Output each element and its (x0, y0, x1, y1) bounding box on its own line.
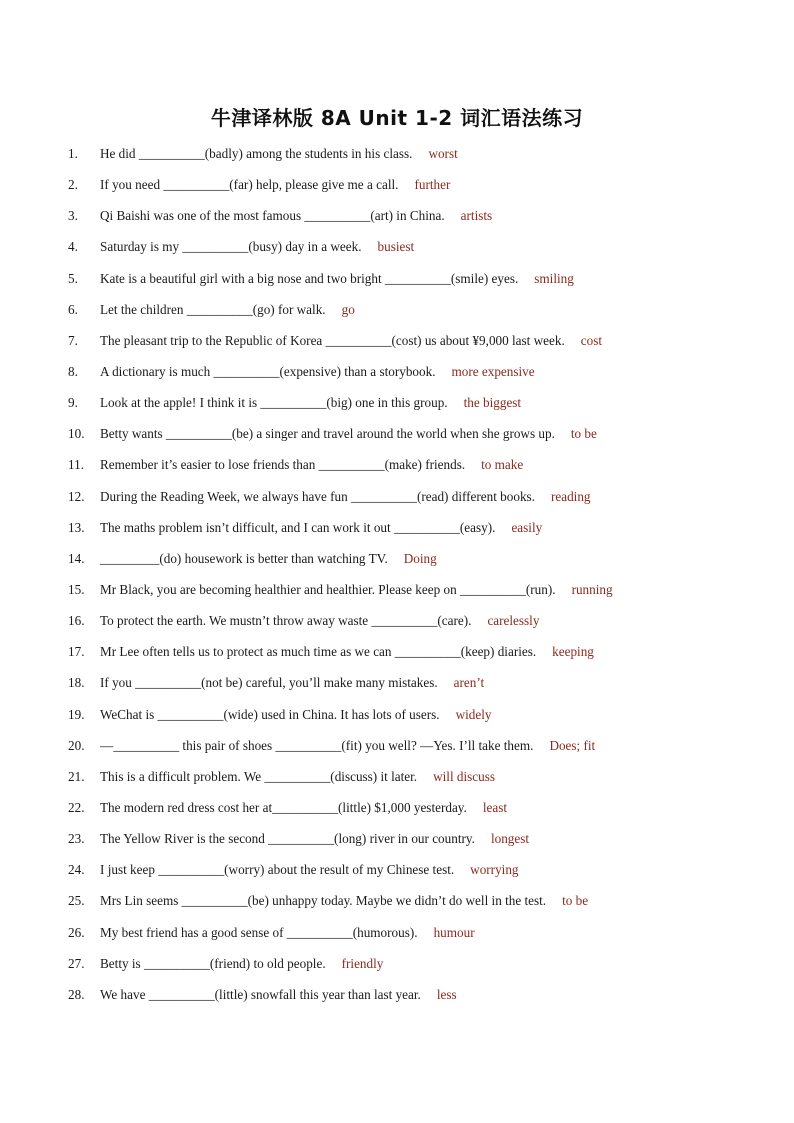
question-text: Mr Lee often tells us to protect as much time as we can __________(keep) diaries. (100, 644, 537, 660)
item-number: 7. (68, 332, 78, 348)
answer-text: keeping (552, 644, 594, 660)
item-number: 16. (68, 613, 85, 629)
question-text: This is a difficult problem. We __________(discuss) it later. (100, 768, 418, 784)
item-sentence (100, 330, 602, 352)
item-sentence (100, 486, 591, 508)
item-sentence (100, 953, 383, 975)
item-sentence (100, 454, 523, 476)
question-text: The pleasant trip to the Republic of Korea __________(cost) us about ¥9,000 last week. (100, 332, 565, 348)
question-text: Qi Baishi was one of the most famous __________(art) in China. (100, 208, 445, 224)
answer-text: will discuss (433, 768, 496, 784)
question-text: If you __________(not be) careful, you’ll make many mistakes. (100, 675, 438, 691)
answer-text: worrying (470, 862, 519, 878)
answer-text: to make (481, 457, 524, 473)
answer-text: Does; fit (549, 737, 596, 753)
item-number: 27. (68, 955, 85, 971)
exercise-item (0, 205, 794, 236)
item-number: 24. (68, 862, 85, 878)
item-number: 12. (68, 488, 85, 504)
exercise-item (0, 890, 794, 921)
item-sentence (100, 922, 475, 944)
exercise-item (0, 641, 794, 672)
item-sentence (100, 828, 529, 850)
answer-text: humour (433, 924, 475, 940)
exercise-list (0, 143, 794, 1015)
question-text: Look at the apple! I think it is __________(big) one in this group. (100, 395, 448, 411)
item-sentence (100, 672, 484, 694)
question-text: The modern red dress cost her at__________(little) $1,000 yesterday. (100, 799, 467, 815)
question-text: Let the children __________(go) for walk. (100, 301, 326, 317)
exercise-item (0, 953, 794, 984)
item-number: 11. (68, 457, 84, 473)
item-sentence (100, 641, 594, 663)
item-sentence (100, 548, 437, 570)
item-sentence (100, 236, 414, 258)
item-sentence (100, 299, 355, 321)
question-text: To protect the earth. We mustn’t throw away waste __________(care). (100, 613, 472, 629)
item-number: 4. (68, 239, 78, 255)
exercise-item (0, 735, 794, 766)
exercise-item (0, 517, 794, 548)
question-text: During the Reading Week, we always have fun __________(read) different books. (100, 488, 535, 504)
item-number: 5. (68, 270, 78, 286)
exercise-item (0, 610, 794, 641)
item-number: 23. (68, 831, 85, 847)
answer-text: longest (490, 831, 530, 847)
answer-text: least (482, 799, 507, 815)
answer-text: carelessly (487, 613, 540, 629)
answer-text: easily (511, 519, 543, 535)
exercise-item (0, 143, 794, 174)
question-text: Kate is a beautiful girl with a big nose and two bright __________(smile) eyes. (100, 270, 519, 286)
item-number: 2. (68, 177, 78, 193)
item-number: 28. (68, 986, 85, 1002)
item-number: 15. (68, 581, 85, 597)
exercise-item (0, 454, 794, 485)
answer-text: artists (460, 208, 493, 224)
question-text: WeChat is __________(wide) used in China. It has lots of users. (100, 706, 440, 722)
exercise-item (0, 797, 794, 828)
item-number: 26. (68, 924, 85, 940)
exercise-item (0, 423, 794, 454)
item-number: 25. (68, 893, 85, 909)
question-text: The Yellow River is the second __________(long) river in our country. (100, 831, 475, 847)
exercise-item (0, 330, 794, 361)
answer-text: reading (550, 488, 591, 504)
item-sentence (100, 735, 595, 757)
answer-text: go (341, 301, 355, 317)
item-sentence (100, 423, 597, 445)
exercise-item (0, 922, 794, 953)
answer-text: to be (562, 893, 589, 909)
answer-text: Doing (403, 550, 437, 566)
answer-text: less (436, 986, 457, 1002)
item-number: 3. (68, 208, 78, 224)
item-number: 13. (68, 519, 85, 535)
answer-text: aren’t (453, 675, 485, 691)
question-text: If you need __________(far) help, please give me a call. (100, 177, 399, 193)
item-sentence (100, 766, 495, 788)
exercise-item (0, 766, 794, 797)
item-number: 21. (68, 768, 85, 784)
exercise-item (0, 828, 794, 859)
exercise-item (0, 579, 794, 610)
exercise-item (0, 704, 794, 735)
question-text: The maths problem isn’t difficult, and I can work it out __________(easy). (100, 519, 496, 535)
exercise-item (0, 859, 794, 890)
item-number: 6. (68, 301, 78, 317)
item-sentence (100, 174, 450, 196)
exercise-item (0, 268, 794, 299)
item-number: 1. (68, 146, 78, 161)
item-sentence (100, 143, 458, 165)
question-text: —__________ this pair of shoes __________(fit) you well? —Yes. I’ll take them. (100, 737, 534, 753)
item-sentence (100, 797, 507, 819)
question-text: I just keep __________(worry) about the result of my Chinese test. (100, 862, 455, 878)
question-text: Saturday is my __________(busy) day in a week. (100, 239, 362, 255)
question-text: Mrs Lin seems __________(be) unhappy today. Maybe we didn’t do well in the test. (100, 893, 547, 909)
answer-text: widely (455, 706, 492, 722)
question-text: We have __________(little) snowfall this year than last year. (100, 986, 421, 1002)
item-sentence (100, 610, 539, 632)
item-sentence (100, 704, 491, 726)
answer-text: busiest (377, 239, 415, 255)
exercise-item (0, 174, 794, 205)
answer-text: the biggest (463, 395, 522, 411)
answer-text: more expensive (451, 363, 535, 379)
item-number: 14. (68, 550, 85, 566)
answer-text: running (571, 581, 613, 597)
item-number: 19. (68, 706, 85, 722)
item-sentence (100, 517, 542, 539)
question-text: Mr Black, you are becoming healthier and healthier. Please keep on __________(run). (100, 581, 556, 597)
exercise-item (0, 361, 794, 392)
item-sentence (100, 859, 519, 881)
item-number: 8. (68, 363, 78, 379)
item-number: 10. (68, 426, 85, 442)
question-text: Betty wants __________(be) a singer and travel around the world when she grows up. (100, 426, 555, 442)
question-text: A dictionary is much __________(expensive) than a storybook. (100, 363, 436, 379)
item-number: 22. (68, 799, 85, 815)
item-sentence (100, 361, 535, 383)
item-sentence (100, 392, 521, 414)
question-text: My best friend has a good sense of __________(humorous). (100, 924, 418, 940)
item-number: 18. (68, 675, 85, 691)
exercise-item (0, 548, 794, 579)
item-number: 9. (68, 395, 78, 411)
answer-text: smiling (534, 270, 574, 286)
item-number: 20. (68, 737, 85, 753)
exercise-item (0, 984, 794, 1015)
item-sentence (100, 268, 574, 290)
answer-text: cost (580, 332, 602, 348)
answer-text: further (414, 177, 451, 193)
page-title: 牛津译林版 8A Unit 1-2 词汇语法练习 (210, 106, 584, 130)
question-text: _________(do) housework is better than watching TV. (100, 550, 388, 566)
exercise-item (0, 486, 794, 517)
item-sentence (100, 890, 588, 912)
item-sentence (100, 579, 613, 601)
exercise-item (0, 299, 794, 330)
item-sentence (100, 205, 492, 227)
answer-text: friendly (341, 955, 384, 971)
question-text: Betty is __________(friend) to old people. (100, 955, 326, 971)
answer-text: to be (570, 426, 597, 442)
exercise-item (0, 672, 794, 703)
item-number: 17. (68, 644, 85, 660)
exercise-item (0, 392, 794, 423)
question-text: He did __________(badly) among the students in his class. (100, 146, 413, 161)
exercise-item (0, 236, 794, 267)
item-sentence (100, 984, 457, 1006)
answer-text: worst (428, 146, 458, 161)
question-text: Remember it’s easier to lose friends than __________(make) friends. (100, 457, 466, 473)
